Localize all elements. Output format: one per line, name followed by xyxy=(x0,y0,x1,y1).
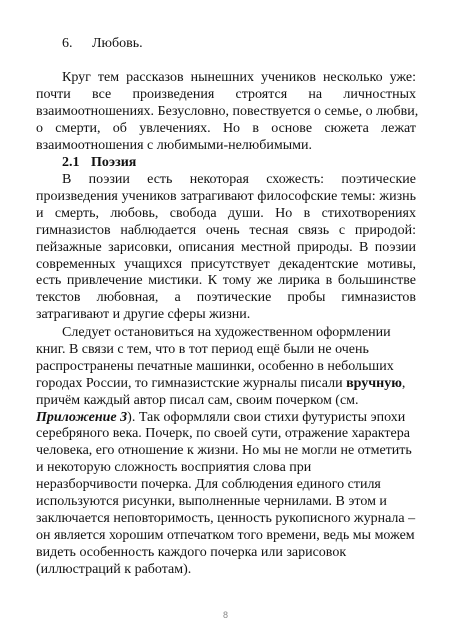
section-title: Поэзия xyxy=(91,155,137,170)
paragraph-line: видеть особенность каждого почерка или зарисовок xyxy=(36,544,347,560)
paragraph-line: неразборчивости почерка. Для соблюдения единого стиля xyxy=(36,477,381,493)
section-number: 2.1 xyxy=(62,155,80,170)
paragraph-line: распространены печатные машинки, особенно в небольших xyxy=(36,358,394,374)
paragraph-line: серебряного века. Почерк, по своей сути, отражение характера xyxy=(36,426,410,442)
paragraph-line: причём каждый автор писал сам, своим почерком (см. xyxy=(36,392,359,408)
list-item xyxy=(36,36,416,53)
paragraph-line: Круг тем рассказов нынешних учеников несколько уже: xyxy=(62,70,416,85)
paragraph-line: Следует остановиться на художественном оформлении xyxy=(62,325,391,340)
paragraph-line: затрагивают и другие сферы жизни. xyxy=(36,307,251,323)
paragraph-line: он является хорошим отпечатком того времени, ведь мы можем xyxy=(36,527,415,543)
paragraph-line: (иллюстраций к работам). xyxy=(36,561,192,577)
paragraph-line: текстов любовная, а поэтические пробы гимназистов xyxy=(36,290,416,306)
paragraph-line: о смерти, об увлечениях. Но в основе сюжета лежат xyxy=(36,120,416,136)
appendix-reference: Приложение 3 xyxy=(36,409,128,425)
paragraph-line: гимназистов наблюдается очень тесная связь с природой: xyxy=(36,222,416,238)
paragraph-line: произведения учеников затрагивают философские темы: жизнь xyxy=(36,188,416,204)
paragraph-line: человека, его отношение к жизни. Но мы не могли не отметить xyxy=(36,443,412,459)
paragraph-line: городах России, то гимназистские журналы писали вручную, xyxy=(36,375,406,391)
paragraph-line: современных учащихся присутствует декадентские мотивы, xyxy=(36,256,416,272)
paragraph-line: и некоторую сложность восприятия слова при xyxy=(36,460,312,476)
paragraph-design xyxy=(36,325,416,579)
paragraph-line: и смерть, любовь, свобода души. Но в стихотворениях xyxy=(36,205,416,221)
page-number: 8 xyxy=(222,610,228,620)
paragraph-poetry xyxy=(36,172,416,324)
paragraph-line: есть привлечение мистики. К тому же лирика в большинстве xyxy=(36,273,416,289)
paragraph-line: заключается неповторимость, ценность рукописного журнала – xyxy=(36,510,416,526)
list-item-label: Любовь. xyxy=(92,36,143,51)
paragraph-line: взаимоотношения с любимыми-нелюбимыми. xyxy=(36,137,312,153)
section-heading xyxy=(36,155,416,172)
paragraph-line: В поэзии есть некоторая схожесть: поэтические xyxy=(62,172,416,187)
list-item-number: 6. xyxy=(62,36,73,51)
paragraph-line: пейзажные зарисовки, описания местной природы. В поэзии xyxy=(36,239,416,255)
emphasis-handwritten: вручную xyxy=(346,375,402,391)
paragraph-line: Приложение 3). Так оформляли свои стихи футуристы эпохи xyxy=(36,409,406,425)
paragraph-themes xyxy=(36,70,419,155)
paragraph-line: используются рисунки, выполненные чернилами. В этом и xyxy=(36,494,387,510)
paragraph-line: почти все произведения строятся на личностных xyxy=(36,86,416,102)
paragraph-line: книг. В связи с тем, что в тот период ещё были не очень xyxy=(36,341,369,357)
paragraph-line: взаимоотношениях. Безусловно, повествуется о семье, о любви, xyxy=(36,103,419,119)
